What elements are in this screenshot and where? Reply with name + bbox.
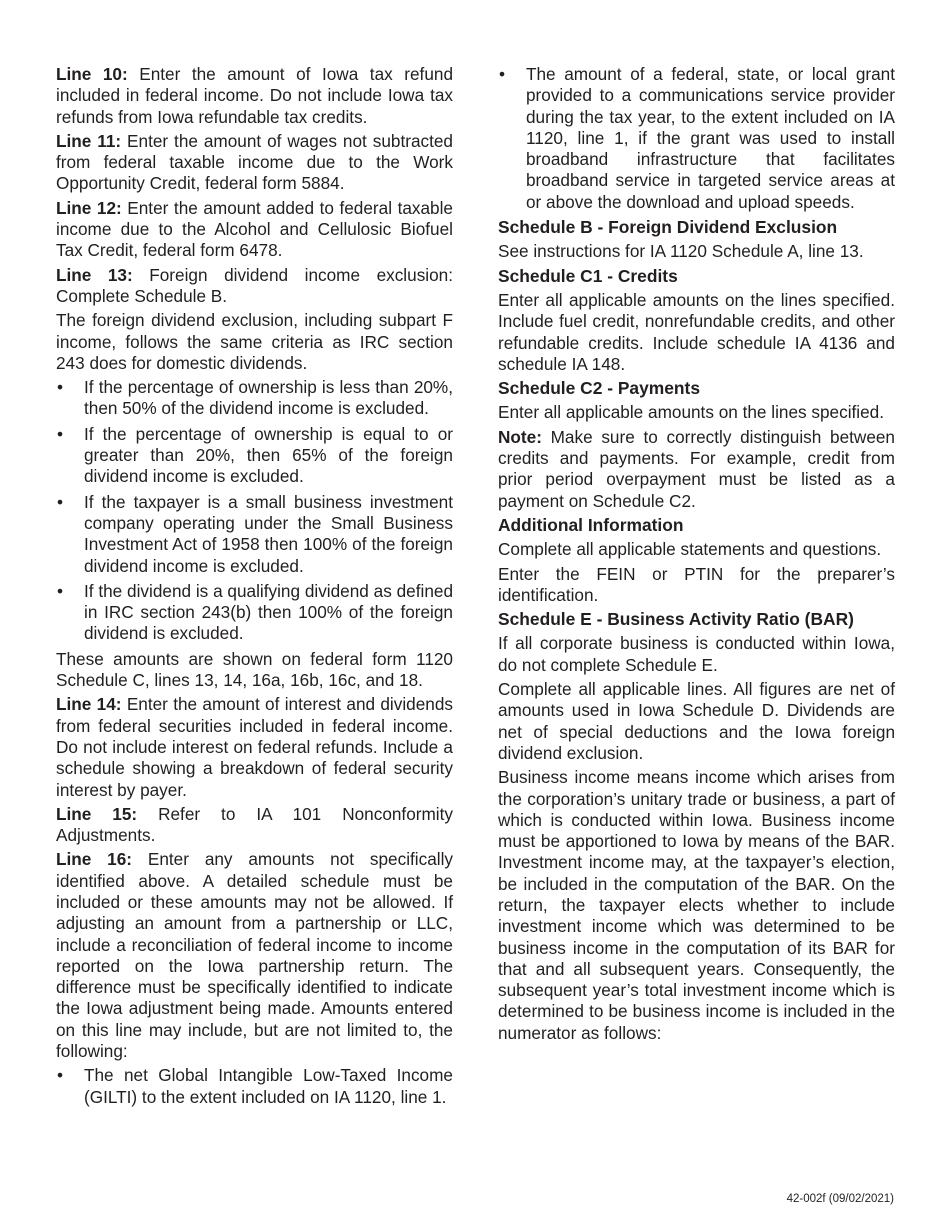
right-column — [498, 64, 895, 1047]
exclusion-bullet: • If the dividend is a qualifying dividend as defined in IRC section 243(b) then 100% of the foreign dividend is excluded. — [56, 581, 453, 645]
exclusion-bullet: • If the taxpayer is a small business investment company operating under the Small Business Investment Act of 1958 then 100% of the foreign dividend income is excluded. — [56, 492, 453, 577]
schedule-e-heading: Schedule E - Business Activity Ratio (BAR) — [498, 609, 854, 630]
schedule-e-paragraph-3: Business income means income which arises from the corporation’s unitary trade or business, a part of which is conducted within Iowa. Business income must be apportioned to Iowa by means of the BAR. Investment income may, at the taxpayer’s election, be included in the computation of the BAR. On the return, the taxpayer elects whether to include investment income which was determined to be business income in the computation of its BAR for that and all subsequent years. Consequently, the subsequent year’s total investment income which is determined to be business income is included in the numerator as follows: — [498, 767, 895, 1043]
note-text: Make sure to correctly distinguish between credits and payments. For example, credit from prior period overpayment must be listed as a payment on Schedule C2. — [498, 426, 895, 511]
line-15-paragraph — [56, 804, 453, 847]
form-id-footer: 42-002f (09/02/2021) — [786, 1193, 894, 1205]
additional-info-text-1: Complete all applicable statements and questions. — [498, 539, 882, 560]
line-14-text: Enter the amount of interest and dividends from federal securities included in federal income. Do not include interest on federal refunds. Include a schedule showing a breakdown of federal security interest by payer. — [56, 694, 453, 800]
line-13-text: Foreign dividend income exclusion: Complete Schedule B. — [56, 264, 453, 306]
additional-info-heading: Additional Information — [498, 514, 684, 535]
schedule-c1-text: Enter all applicable amounts on the lines specified. Include fuel credit, nonrefundable credits, and other refundable credits. Include schedule IA 4136 and schedule IA 148. — [498, 289, 895, 374]
line-10-label: Line 10: — [56, 64, 128, 84]
amounts-paragraph: These amounts are shown on federal form 1120 Schedule C, lines 13, 14, 16a, 16b, 16c, and 18. — [56, 648, 453, 691]
schedule-c2-text: Enter all applicable amounts on the lines specified. — [498, 402, 884, 423]
schedule-c1-heading: Schedule C1 - Credits — [498, 265, 678, 286]
grant-bullet: • The amount of a federal, state, or local grant provided to a communications service provider during the tax year, to the extent included on IA 1120, line 1, if the grant was used to install broadband infrastructure that facilitates broadband service in targeted service areas at or above the download and upload speeds. — [498, 64, 895, 213]
line-13-paragraph — [56, 265, 453, 308]
schedule-e-paragraph-2: Complete all applicable lines. All figures are net of amounts used in Iowa Schedule D. Dividends are net of special deductions and the Iowa foreign dividend exclusion. — [498, 679, 895, 763]
line-14-paragraph — [56, 694, 453, 800]
grant-bullet-list — [498, 64, 895, 213]
line-10-paragraph — [56, 64, 453, 128]
schedule-b-text: See instructions for IA 1120 Schedule A, line 13. — [498, 241, 864, 262]
additional-info-text-2: Enter the FEIN or PTIN for the preparer’s identification. — [498, 563, 895, 605]
left-column — [56, 64, 453, 1112]
line-16-label: Line 16: — [56, 849, 133, 870]
note-label: Note: — [498, 426, 542, 447]
line-14-label: Line 14: — [56, 694, 122, 715]
schedule-e-paragraph-1: If all corporate business is conducted within Iowa, do not complete Schedule E. — [498, 633, 895, 675]
line-12-text: Enter the amount added to federal taxable income due to the Alcohol and Cellulosic Biofuel Tax Credit, federal form 6478. — [56, 197, 453, 261]
line-15-text: Refer to IA 101 Nonconformity Adjustments. — [56, 803, 453, 846]
line-16-bullet-list — [56, 1065, 453, 1108]
line-16-paragraph — [56, 849, 453, 1062]
exclusion-bullet-list — [56, 377, 453, 645]
exclusion-paragraph: The foreign dividend exclusion, including subpart F income, follows the same criteria as IRC section 243 does for domestic dividends. — [56, 310, 453, 373]
line-10-text: Enter the amount of Iowa tax refund included in federal income. Do not include Iowa tax refunds from Iowa refundable tax credits. — [56, 64, 453, 127]
line-11-text: Enter the amount of wages not subtracted from federal taxable income due to the Work Opportunity Credit, federal form 5884. — [56, 130, 453, 194]
line-16-text: Enter any amounts not specifically identified above. A detailed schedule must be included or these amounts may not be allowed. If adjusting an amount from a partnership or LLC, include a reconciliation of federal income to income reported on the Iowa partnership return. The difference must be specifically identified to indicate the Iowa adjustment being made. Amounts entered on this line may include, but are not limited to, the following: — [56, 849, 453, 1062]
line-12-paragraph — [56, 198, 453, 262]
line-12-label: Line 12: — [56, 197, 122, 218]
line-11-paragraph — [56, 131, 453, 195]
schedule-b-heading: Schedule B - Foreign Dividend Exclusion — [498, 217, 838, 238]
line-13-label: Line 13: — [56, 264, 133, 285]
schedule-c2-heading: Schedule C2 - Payments — [498, 378, 700, 399]
exclusion-bullet: • If the percentage of ownership is less than 20%, then 50% of the dividend income is excluded. — [56, 377, 453, 420]
line-11-label: Line 11: — [56, 130, 122, 151]
note-paragraph — [498, 427, 895, 512]
gilti-bullet: • The net Global Intangible Low-Taxed Income (GILTI) to the extent included on IA 1120, line 1. — [56, 1065, 453, 1108]
line-15-label: Line 15: — [56, 803, 138, 824]
exclusion-bullet: • If the percentage of ownership is equal to or greater than 20%, then 65% of the foreign dividend income is excluded. — [56, 424, 453, 488]
